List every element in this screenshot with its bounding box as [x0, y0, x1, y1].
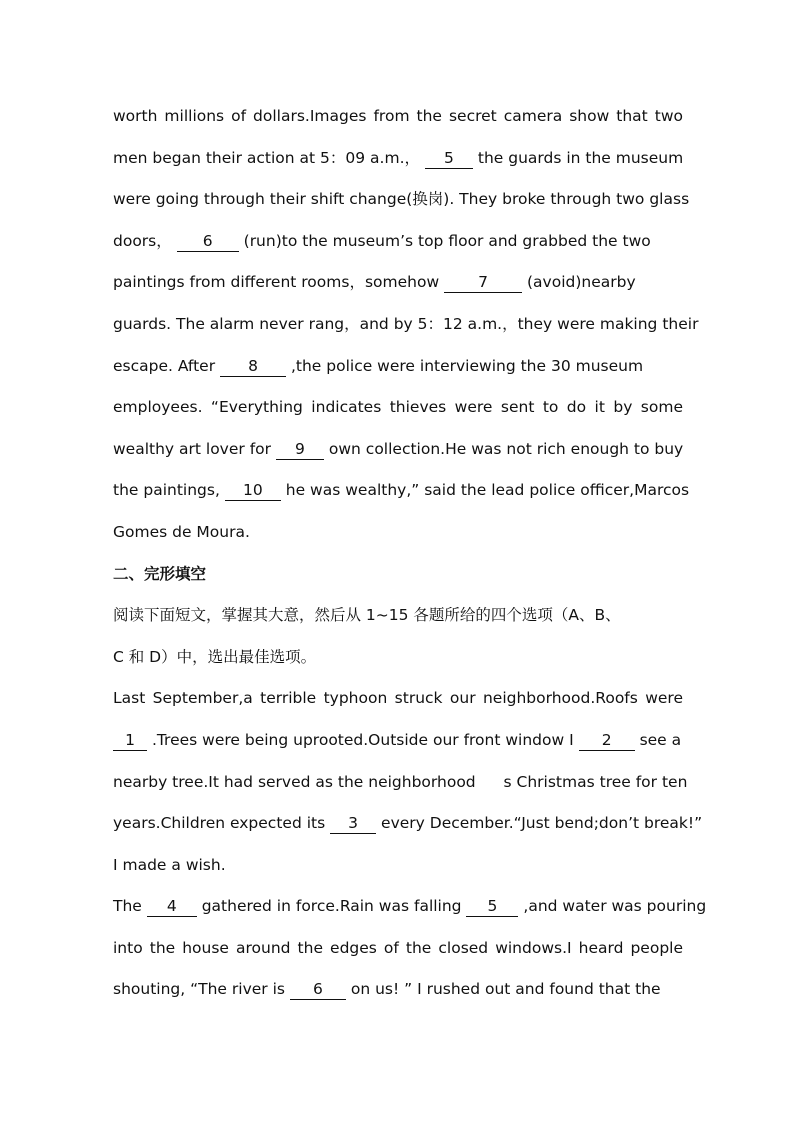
- text-line: shouting, “The river is 6 on us! ” I rushed out and found that the: [113, 980, 661, 999]
- instruction-line: C 和 D）中，选出最佳选项。: [113, 647, 317, 666]
- answer-blank-9[interactable]: 9: [276, 439, 324, 460]
- text-line: the paintings, 10 he was wealthy,” said the lead police officer,Marcos: [113, 481, 690, 500]
- cloze-blank-4[interactable]: 4: [147, 896, 197, 917]
- text-line: wealthy art lover for 9 own collection.He was not rich enough to buy: [113, 439, 684, 458]
- text-line: doors， 6 (run)to the museum’s top floor and grabbed the two: [113, 231, 651, 250]
- answer-blank-8[interactable]: 8: [220, 356, 286, 377]
- text-line: Last September,a terrible typhoon struck our neighborhood.Roofs were: [113, 689, 683, 708]
- text-line: I made a wish.: [113, 855, 226, 874]
- section-2: [113, 554, 683, 679]
- cloze-blank-6[interactable]: 6: [290, 979, 346, 1000]
- cloze-blank-2[interactable]: 2: [579, 730, 635, 751]
- text-line: men began their action at 5：09 a.m.， 5 the guards in the museum: [113, 148, 684, 167]
- answer-blank-6[interactable]: 6: [177, 231, 239, 252]
- text-line: employees. “Everything indicates thieves were sent to do it by some: [113, 398, 683, 417]
- text-line: worth millions of dollars.Images from the secret camera show that two: [113, 107, 683, 125]
- cloze-blank-5[interactable]: 5: [466, 896, 518, 917]
- passage-2: [113, 678, 707, 1011]
- text-line: The 4 gathered in force.Rain was falling 5 ,and water was pouring: [113, 897, 707, 916]
- text-line: paintings from different rooms，somehow 7 (avoid)nearby: [113, 273, 636, 292]
- cloze-blank-3[interactable]: 3: [330, 813, 376, 834]
- passage-1: [113, 96, 699, 554]
- document-page: [113, 96, 707, 1011]
- text-line: nearby tree.It had served as the neighborhood s Christmas tree for ten: [113, 772, 688, 791]
- text-line: Gomes de Moura.: [113, 522, 250, 541]
- instruction-line: 阅读下面短文，掌握其大意，然后从 1~15 各题所给的四个选项（A、B、: [113, 606, 621, 625]
- text-line: guards. The alarm never rang，and by 5：12 a.m.，they were making their: [113, 314, 699, 333]
- text-line: escape. After 8 ,the police were interviewing the 30 museum: [113, 356, 644, 375]
- section-heading: 二、完形填空: [113, 564, 207, 583]
- text-line: into the house around the edges of the closed windows.I heard people: [113, 938, 683, 957]
- text-line: years.Children expected its 3 every December.“Just bend;don’t break!”: [113, 814, 703, 833]
- cloze-blank-1[interactable]: 1: [113, 730, 147, 751]
- text-line: 1 .Trees were being uprooted.Outside our front window I 2 see a: [113, 720, 683, 762]
- answer-blank-5[interactable]: 5: [425, 148, 473, 169]
- text-line: were going through their shift change(换岗). They broke through two glass: [113, 190, 690, 209]
- answer-blank-7[interactable]: 7: [444, 272, 522, 293]
- answer-blank-10[interactable]: 10: [225, 480, 281, 501]
